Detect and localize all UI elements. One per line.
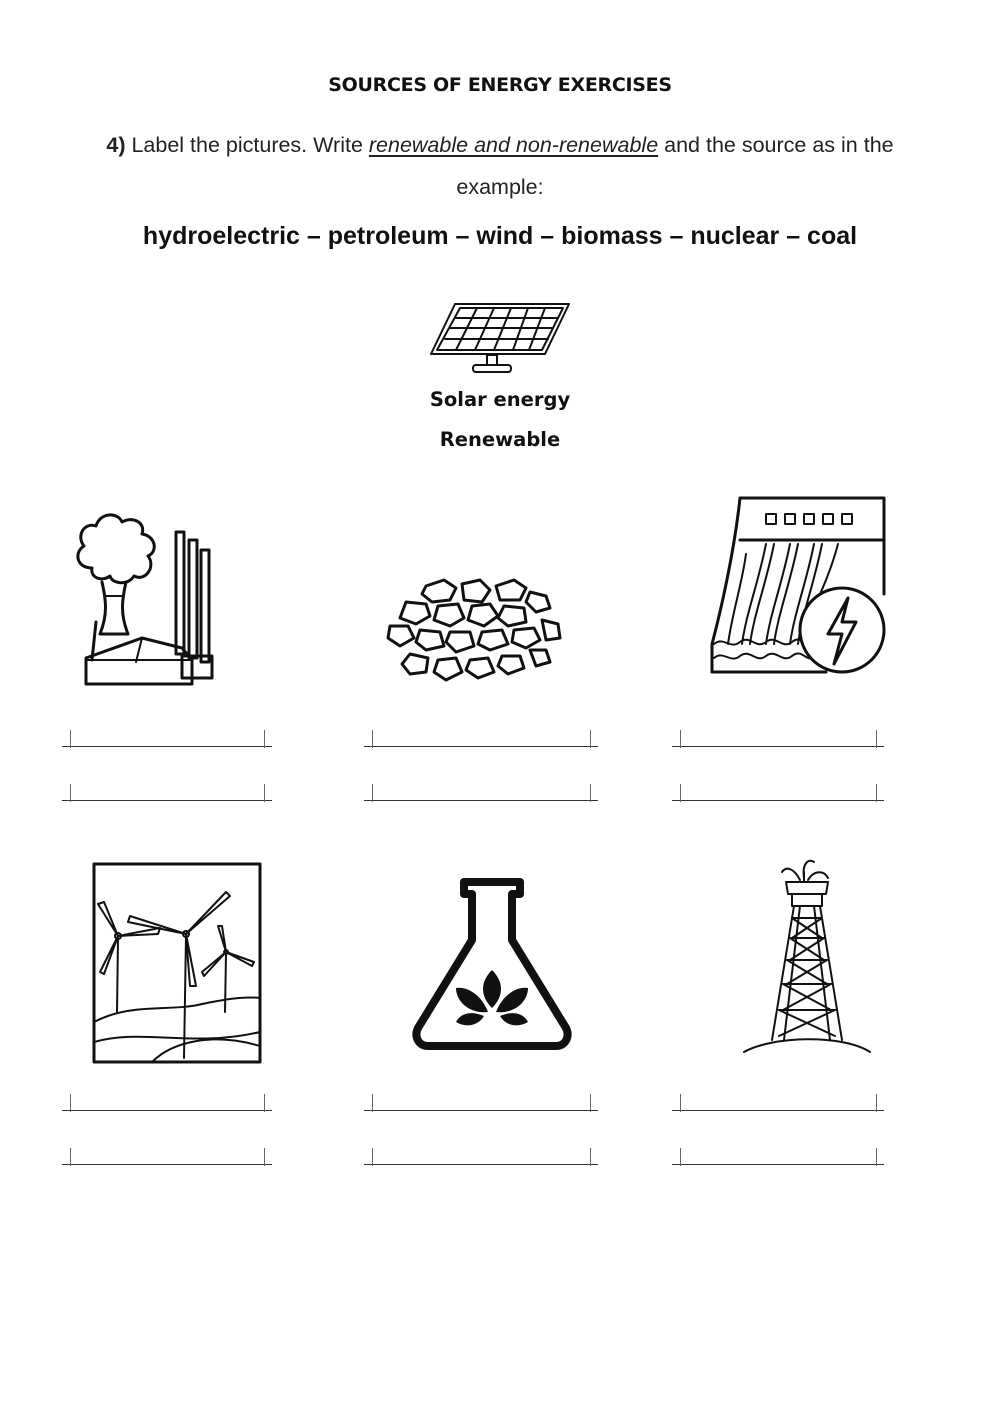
answer-line[interactable] xyxy=(364,800,598,801)
answer-line[interactable] xyxy=(672,746,884,747)
answer-line-tick xyxy=(372,1148,373,1166)
answer-line-tick xyxy=(372,784,373,802)
answer-line-tick xyxy=(264,1148,265,1166)
hydroelectric-dam-icon xyxy=(706,494,888,680)
wind-turbines-icon xyxy=(92,862,262,1064)
answer-line-tick xyxy=(590,1094,591,1112)
answer-line-tick xyxy=(680,730,681,748)
nuclear-plant-icon xyxy=(72,510,218,690)
answer-line-tick xyxy=(70,1148,71,1166)
answer-line[interactable] xyxy=(672,1164,884,1165)
answer-line-tick xyxy=(264,1094,265,1112)
answer-line[interactable] xyxy=(62,1110,272,1111)
answer-line-tick xyxy=(264,784,265,802)
example-type-label: Renewable xyxy=(439,428,561,451)
answer-line-tick xyxy=(590,730,591,748)
answer-line[interactable] xyxy=(364,746,598,747)
answer-line-tick xyxy=(70,784,71,802)
answer-line-tick xyxy=(70,1094,71,1112)
answer-line[interactable] xyxy=(62,1164,272,1165)
answer-line-tick xyxy=(590,1148,591,1166)
biomass-flask-icon xyxy=(412,878,572,1052)
instruction-text xyxy=(60,124,940,208)
answer-line-tick xyxy=(372,730,373,748)
answer-line[interactable] xyxy=(672,1110,884,1111)
answer-line-tick xyxy=(590,784,591,802)
question-number: 4) xyxy=(106,133,126,157)
answer-line[interactable] xyxy=(62,746,272,747)
underlined-renewable: renewable xyxy=(368,133,475,157)
answer-line-tick xyxy=(680,1148,681,1166)
answer-line-tick xyxy=(680,784,681,802)
word-bank: hydroelectric – petroleum – wind – biomass – nuclear – coal xyxy=(142,222,858,250)
underlined-non-renewable: non-renewable xyxy=(509,133,659,157)
answer-line-tick xyxy=(372,1094,373,1112)
underlined-and: and xyxy=(474,133,510,157)
answer-line-tick xyxy=(264,730,265,748)
oil-derrick-icon xyxy=(742,858,872,1060)
example-source-label: Solar energy xyxy=(429,388,571,411)
answer-line[interactable] xyxy=(672,800,884,801)
answer-line[interactable] xyxy=(364,1110,598,1111)
instruction-part-1: Label the pictures. Write xyxy=(125,133,369,157)
answer-line-tick xyxy=(876,730,877,748)
answer-line[interactable] xyxy=(62,800,272,801)
worksheet-title: SOURCES OF ENERGY EXERCISES xyxy=(328,74,672,96)
answer-line[interactable] xyxy=(364,1164,598,1165)
answer-line-tick xyxy=(680,1094,681,1112)
instruction-part-2: and the source as in the example: xyxy=(456,133,894,199)
coal-pile-icon xyxy=(386,574,564,686)
answer-line-tick xyxy=(876,1094,877,1112)
solar-panel-icon xyxy=(425,298,575,380)
answer-line-tick xyxy=(876,1148,877,1166)
answer-line-tick xyxy=(876,784,877,802)
answer-line-tick xyxy=(70,730,71,748)
